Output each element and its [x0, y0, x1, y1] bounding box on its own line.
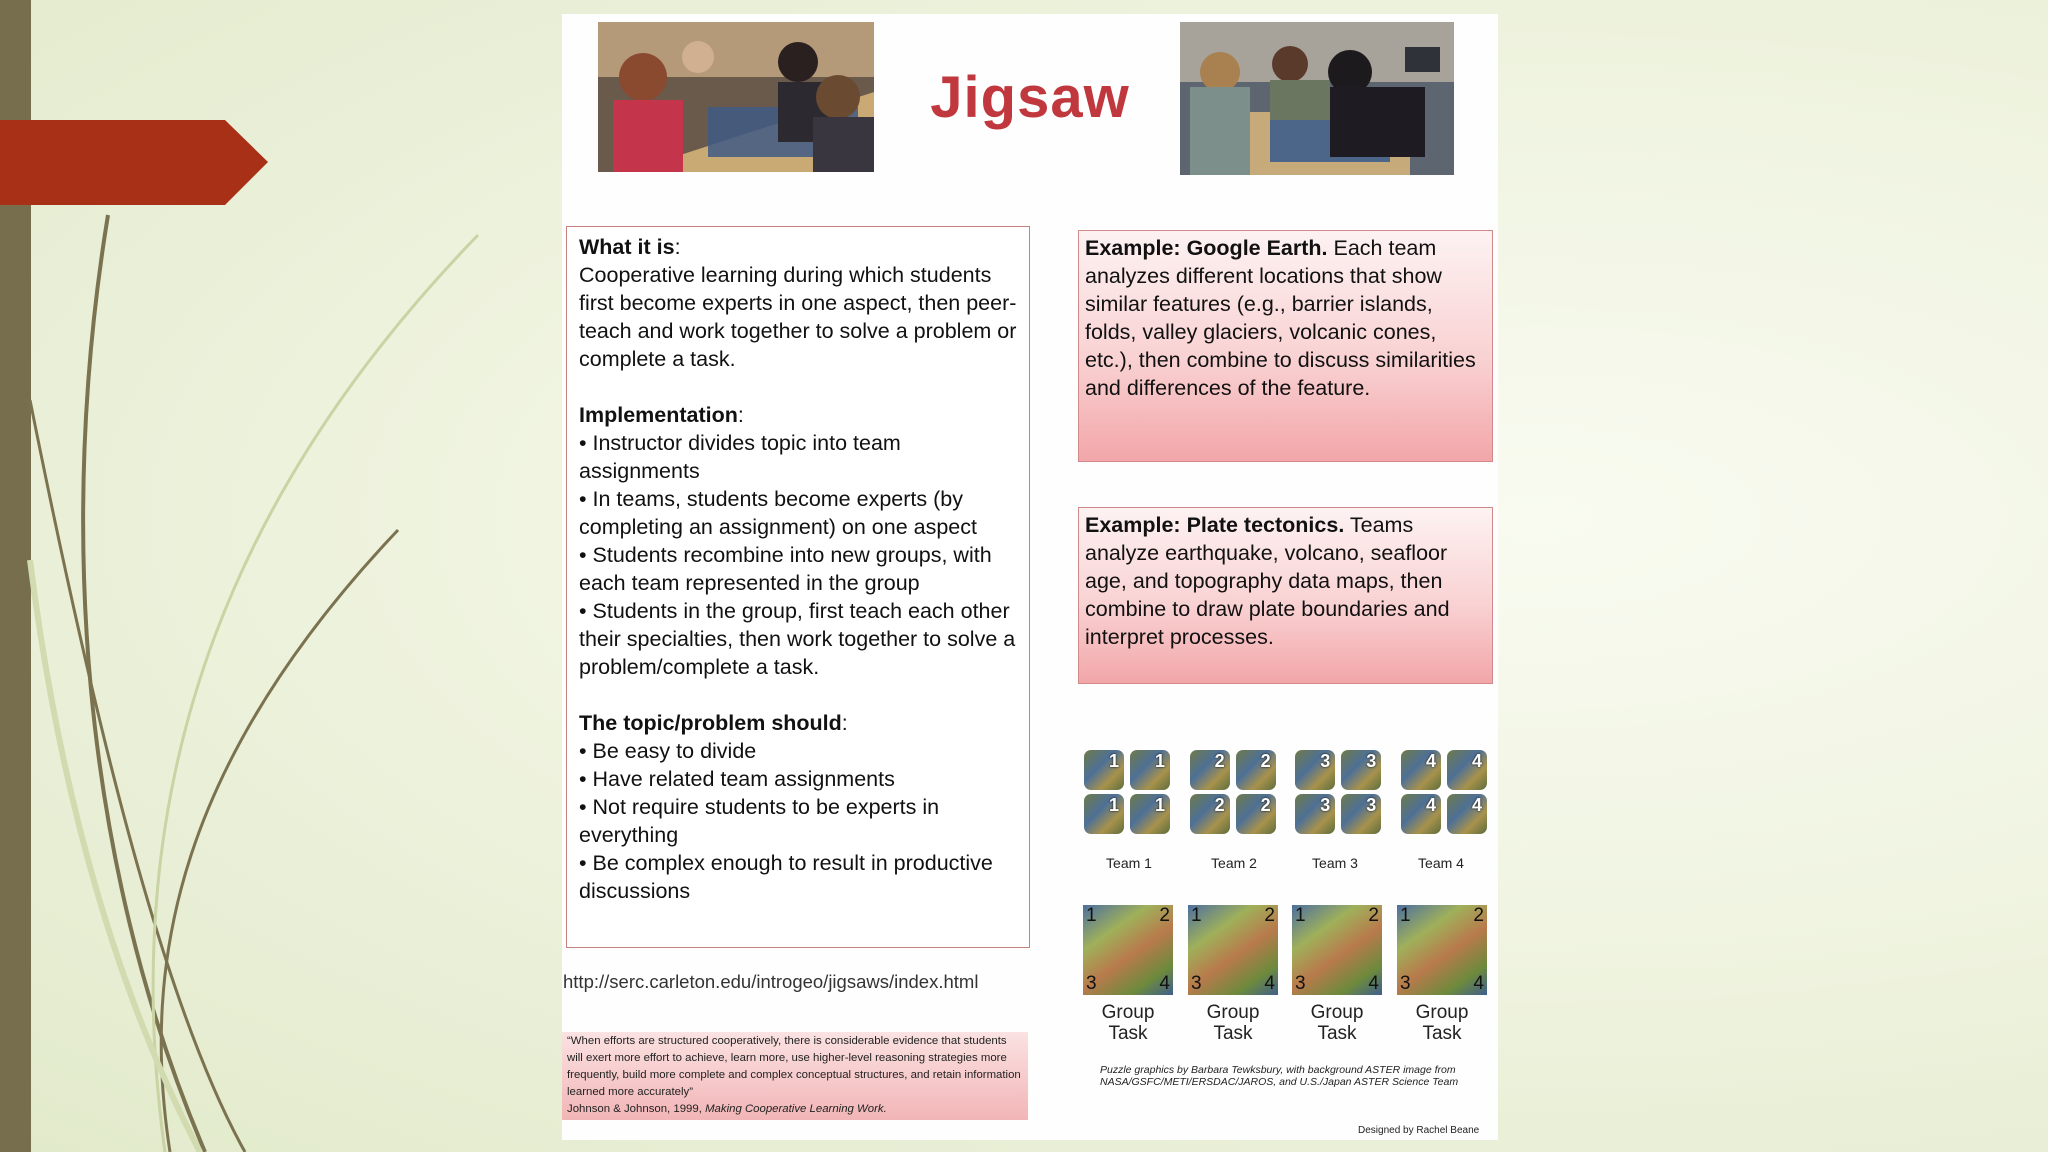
topic-item: • Be easy to divide — [579, 739, 757, 763]
team-4-label: Team 4 — [1418, 855, 1464, 871]
students-photo-right — [1180, 22, 1454, 175]
group-task-puzzle-image: 1 2 3 4 — [1397, 905, 1487, 995]
quote-book-title: Making Cooperative Learning Work. — [705, 1103, 887, 1115]
group-task-puzzle-image: 1 2 3 4 — [1188, 905, 1278, 995]
team-1-pieces — [1084, 750, 1172, 834]
team-3-label: Team 3 — [1312, 855, 1358, 871]
group-task-label: Group Task — [1415, 1002, 1469, 1044]
topic-colon: : — [841, 711, 848, 735]
topic-item: • Not require students to be experts in everything — [579, 795, 940, 847]
implementation-item: • In teams, students become experts (by completing an assignment) on one aspect — [579, 487, 977, 539]
designed-by-credit: Designed by Rachel Beane — [1358, 1125, 1480, 1136]
group-task-puzzle-image: 1 2 3 4 — [1083, 905, 1173, 995]
example-plate-tectonics-heading: Example: Plate tectonics. — [1085, 513, 1345, 537]
group-task-label: Group Task — [1310, 1002, 1364, 1044]
example-google-earth-text: Each team analyzes different locations that show similar features (e.g., barrier islands, folds, valley glaciers, volcanic cones, etc.), then combine to discuss similarities and differences of the feature. — [1085, 236, 1476, 400]
team-4-pieces — [1401, 750, 1489, 834]
group-task-label: Group Task — [1206, 1002, 1260, 1044]
implementation-colon: : — [737, 403, 744, 427]
puzzle-piece-icon: 2 — [1190, 750, 1230, 790]
puzzle-piece-icon: 2 — [1236, 794, 1276, 834]
swirl-decoration — [0, 0, 560, 1152]
puzzle-piece-icon: 4 — [1401, 794, 1441, 834]
puzzle-piece-icon: 1 — [1084, 750, 1124, 790]
implementation-heading-line — [579, 401, 1017, 429]
what-it-is-box — [566, 226, 1030, 948]
topic-heading-line — [579, 709, 1017, 737]
puzzle-piece-icon: 4 — [1401, 750, 1441, 790]
example-plate-tectonics-box — [1078, 507, 1493, 684]
implementation-item: • Students in the group, first teach each other their specialties, then work together to solve a problem/complete a task. — [579, 599, 1016, 679]
team-1-label: Team 1 — [1106, 855, 1152, 871]
puzzle-piece-icon: 3 — [1341, 794, 1381, 834]
quote-author: Johnson & Johnson, 1999, — [567, 1103, 706, 1115]
topic-heading: The topic/problem should — [579, 711, 842, 735]
team-puzzle-pieces — [1084, 750, 1489, 834]
implementation-heading: Implementation — [579, 403, 738, 427]
students-photo-right-image — [1180, 22, 1454, 175]
source-url[interactable]: http://serc.carleton.edu/introgeo/jigsaws/index.html — [563, 971, 979, 992]
group-task-puzzle-image: 1 2 3 4 — [1292, 905, 1382, 995]
example-plate-tectonics-text: Teams analyze earthquake, volcano, seafloor age, and topography data maps, then combine to draw plate boundaries and interpret processes. — [1085, 513, 1450, 649]
what-it-is-heading: What it is — [579, 235, 675, 259]
puzzle-piece-icon: 2 — [1190, 794, 1230, 834]
puzzle-piece-icon: 1 — [1084, 794, 1124, 834]
example-google-earth-box — [1078, 230, 1493, 462]
example-google-earth-heading: Example: Google Earth. — [1085, 236, 1328, 260]
puzzle-graphics-credit: Puzzle graphics by Barbara Tewksbury, with background ASTER image from NASA/GSFC/METI/ERSDAC/JAROS, and U.S./Japan ASTER Science Team — [1100, 1064, 1459, 1088]
puzzle-piece-icon: 1 — [1130, 794, 1170, 834]
what-it-is-text: Cooperative learning during which students first become experts in one aspect, then peer-teach and work together to solve a problem or complete a task. — [579, 263, 1017, 371]
puzzle-piece-icon: 4 — [1447, 794, 1487, 834]
puzzle-piece-icon: 1 — [1130, 750, 1170, 790]
team-2-label: Team 2 — [1211, 855, 1257, 871]
puzzle-piece-icon: 4 — [1447, 750, 1487, 790]
implementation-item: • Students recombine into new groups, with each team represented in the group — [579, 543, 992, 595]
puzzle-piece-icon: 3 — [1295, 794, 1335, 834]
students-photo-left — [598, 22, 874, 172]
puzzle-piece-icon: 3 — [1341, 750, 1381, 790]
what-it-is-heading-line — [579, 233, 1017, 261]
poster-title: Jigsaw — [930, 65, 1130, 130]
team-2-pieces — [1190, 750, 1278, 834]
quote-text: “When efforts are structured cooperatively, there is considerable evidence that students will exert more effort to achieve, learn more, use higher-level reasoning strategies more frequently, build more complete and complex conceptual structures, and retain information learned more accurately” — [567, 1035, 1021, 1098]
quote-box — [562, 1032, 1028, 1120]
implementation-item: • Instructor divides topic into team assignments — [579, 431, 901, 483]
what-it-is-colon: : — [674, 235, 681, 259]
puzzle-piece-icon: 3 — [1295, 750, 1335, 790]
topic-item: • Be complex enough to result in productive discussions — [579, 851, 993, 903]
topic-item: • Have related team assignments — [579, 767, 895, 791]
group-task-label: Group Task — [1101, 1002, 1155, 1044]
students-photo-left-image — [598, 22, 874, 172]
team-3-pieces — [1295, 750, 1383, 834]
puzzle-piece-icon: 2 — [1236, 750, 1276, 790]
